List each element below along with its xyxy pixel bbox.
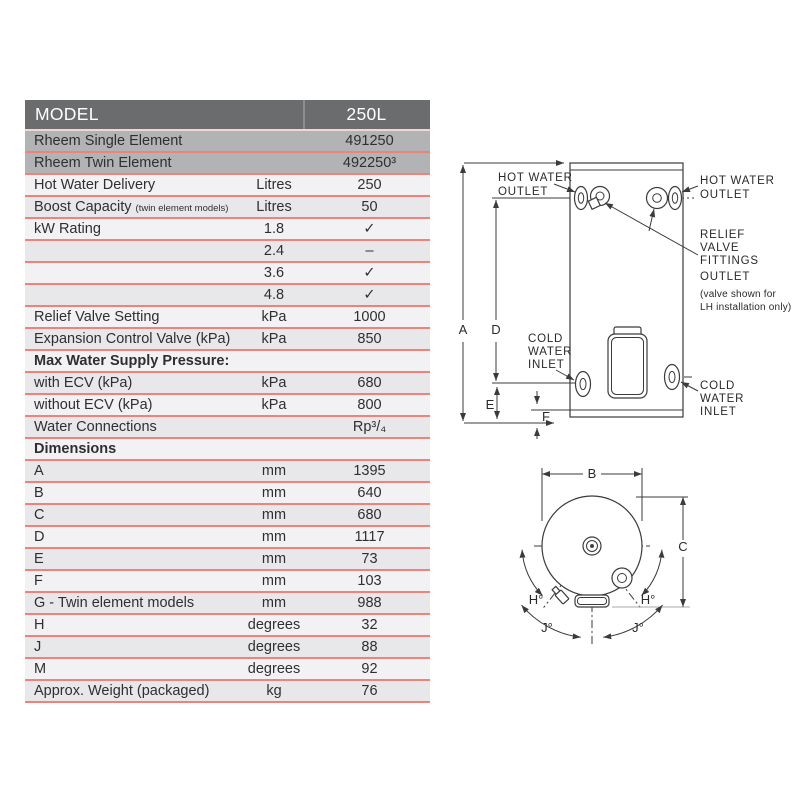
table-header bbox=[25, 100, 430, 131]
row-label-cell bbox=[25, 375, 239, 391]
table-row bbox=[25, 417, 430, 439]
table-row bbox=[25, 505, 430, 527]
row-label: without ECV (kPa) bbox=[34, 397, 153, 413]
row-label: G - Twin element models bbox=[34, 595, 195, 611]
row-label: Dimensions bbox=[34, 441, 117, 457]
label-hot-water-outlet-right bbox=[682, 175, 775, 201]
row-label-cell bbox=[25, 683, 239, 699]
row-label: Relief Valve Setting bbox=[34, 309, 160, 325]
svg-text:RELIEF: RELIEF bbox=[700, 229, 746, 241]
row-value: 492250³ bbox=[342, 155, 397, 171]
row-label: Approx. Weight (packaged) bbox=[34, 683, 210, 699]
row-label-cell bbox=[25, 595, 239, 611]
row-label-cell bbox=[25, 617, 239, 633]
row-value: 50 bbox=[361, 199, 378, 215]
hot-water-outlet-fitting-left bbox=[575, 187, 588, 210]
row-unit: Litres bbox=[256, 199, 292, 215]
dim-label-d: D bbox=[491, 322, 501, 337]
row-value: 988 bbox=[357, 595, 382, 611]
row-label-cell bbox=[25, 353, 239, 369]
relief-outlet-fitting bbox=[647, 188, 668, 209]
row-unit: 2.4 bbox=[263, 243, 285, 259]
svg-text:COLD: COLD bbox=[700, 380, 736, 392]
table-row bbox=[25, 219, 430, 241]
row-label: F bbox=[34, 573, 43, 589]
row-unit: mm bbox=[261, 485, 287, 501]
table-row bbox=[25, 483, 430, 505]
row-value: 640 bbox=[357, 485, 382, 501]
row-label-cell bbox=[25, 507, 239, 523]
technical-diagram bbox=[440, 140, 800, 680]
header-divider bbox=[303, 100, 305, 129]
row-value: 850 bbox=[357, 331, 382, 347]
label-valve-note bbox=[700, 289, 791, 313]
svg-text:INLET: INLET bbox=[700, 406, 737, 418]
cold-water-inlet-fitting-right bbox=[665, 365, 680, 390]
row-label: with ECV (kPa) bbox=[34, 375, 133, 391]
row-value: 73 bbox=[361, 551, 378, 567]
row-value: 491250 bbox=[345, 133, 394, 149]
table-row bbox=[25, 307, 430, 329]
row-label-cell bbox=[25, 463, 239, 479]
row-label-cell bbox=[25, 221, 239, 237]
row-label-cell bbox=[25, 155, 239, 171]
spec-table bbox=[25, 100, 430, 703]
table-row bbox=[25, 549, 430, 571]
row-value: 103 bbox=[357, 573, 382, 589]
row-label: Hot Water Delivery bbox=[34, 177, 156, 193]
row-label-cell bbox=[25, 177, 239, 193]
row-label-cell bbox=[25, 529, 239, 545]
svg-text:VALVE: VALVE bbox=[700, 242, 740, 254]
svg-text:OUTLET: OUTLET bbox=[700, 189, 751, 201]
row-value: ✓ bbox=[363, 287, 376, 303]
row-unit: degrees bbox=[247, 661, 301, 677]
row-label-cell bbox=[25, 639, 239, 655]
row-label: B bbox=[34, 485, 44, 501]
row-label: Rheem Twin Element bbox=[34, 155, 172, 171]
row-unit: kPa bbox=[261, 397, 287, 413]
svg-text:(valve shown for: (valve shown for bbox=[700, 289, 777, 300]
plan-center-fitting bbox=[583, 537, 601, 555]
label-cold-water-inlet-left bbox=[528, 333, 574, 380]
svg-text:OUTLET: OUTLET bbox=[700, 271, 751, 283]
row-label: Boost Capacity bbox=[34, 199, 132, 215]
cold-water-inlet-fitting-left bbox=[576, 372, 591, 397]
svg-text:INLET: INLET bbox=[528, 359, 565, 371]
row-label-cell bbox=[25, 485, 239, 501]
angle-label-h-right: H° bbox=[640, 592, 656, 607]
table-row bbox=[25, 637, 430, 659]
row-value: 92 bbox=[361, 661, 378, 677]
table-row bbox=[25, 681, 430, 703]
table-row bbox=[25, 439, 430, 461]
row-label: Max Water Supply Pressure: bbox=[34, 353, 230, 369]
plan-side-fitting bbox=[612, 568, 632, 588]
table-row bbox=[25, 175, 430, 197]
row-label: kW Rating bbox=[34, 221, 101, 237]
table-row bbox=[25, 263, 430, 285]
label-hot-water-outlet-left bbox=[498, 172, 575, 198]
table-row bbox=[25, 373, 430, 395]
svg-text:OUTLET: OUTLET bbox=[498, 186, 549, 198]
row-unit: kPa bbox=[261, 309, 287, 325]
row-unit: 4.8 bbox=[263, 287, 285, 303]
row-label: E bbox=[34, 551, 44, 567]
row-unit: degrees bbox=[247, 617, 301, 633]
row-label: H bbox=[34, 617, 45, 633]
dim-label-f: F bbox=[542, 409, 550, 424]
row-unit: mm bbox=[261, 551, 287, 567]
row-label: C bbox=[34, 507, 45, 523]
table-row bbox=[25, 131, 430, 153]
table-row bbox=[25, 593, 430, 615]
row-value: ✓ bbox=[363, 221, 376, 237]
access-panel bbox=[608, 327, 647, 398]
row-label-cell bbox=[25, 661, 239, 677]
spec-table-body bbox=[25, 131, 430, 703]
row-value: – bbox=[365, 243, 374, 259]
row-value: 800 bbox=[357, 397, 382, 413]
row-label: Expansion Control Valve (kPa) bbox=[34, 331, 231, 347]
row-unit: 3.6 bbox=[263, 265, 285, 281]
row-label-cell bbox=[25, 419, 239, 435]
dim-label-a: A bbox=[458, 322, 468, 337]
row-value: 1395 bbox=[353, 463, 386, 479]
row-value: 88 bbox=[361, 639, 378, 655]
row-label-cell bbox=[25, 441, 239, 457]
svg-text:WATER: WATER bbox=[700, 393, 745, 405]
table-row bbox=[25, 461, 430, 483]
row-value: 1000 bbox=[353, 309, 386, 325]
angle-label-j-left: J° bbox=[541, 620, 553, 635]
row-unit: 1.8 bbox=[263, 221, 285, 237]
svg-text:HOT WATER: HOT WATER bbox=[700, 175, 775, 187]
table-row bbox=[25, 527, 430, 549]
row-unit: Litres bbox=[256, 177, 292, 193]
row-label-cell bbox=[25, 397, 239, 413]
row-label: Rheem Single Element bbox=[34, 133, 183, 149]
svg-text:COLD: COLD bbox=[528, 333, 564, 345]
table-row bbox=[25, 659, 430, 681]
table-row bbox=[25, 395, 430, 417]
row-unit: kPa bbox=[261, 375, 287, 391]
front-view bbox=[459, 163, 792, 439]
table-row bbox=[25, 241, 430, 263]
row-label-cell bbox=[25, 199, 239, 215]
plan-front-tab bbox=[575, 595, 609, 607]
table-row bbox=[25, 329, 430, 351]
row-unit: mm bbox=[261, 529, 287, 545]
row-unit: mm bbox=[261, 595, 287, 611]
row-value: 32 bbox=[361, 617, 378, 633]
dim-label-b: B bbox=[587, 466, 597, 481]
label-cold-water-inlet-right bbox=[681, 380, 744, 418]
water-heater-diagram bbox=[440, 140, 800, 680]
table-row bbox=[25, 153, 430, 175]
row-label-cell bbox=[25, 309, 239, 325]
table-row bbox=[25, 285, 430, 307]
svg-text:LH installation only): LH installation only) bbox=[700, 302, 792, 313]
row-value: 680 bbox=[357, 375, 382, 391]
table-row bbox=[25, 571, 430, 593]
svg-text:FITTINGS: FITTINGS bbox=[700, 255, 759, 267]
row-unit: mm bbox=[261, 573, 287, 589]
row-unit: kg bbox=[266, 683, 282, 699]
row-label: J bbox=[34, 639, 42, 655]
row-value: 1117 bbox=[354, 529, 385, 545]
hot-water-outlet-fitting-right bbox=[669, 187, 682, 210]
row-note: (twin element models) bbox=[135, 203, 229, 214]
row-label: M bbox=[34, 661, 47, 677]
row-unit: kPa bbox=[261, 331, 287, 347]
row-value: 250 bbox=[357, 177, 382, 193]
row-unit: mm bbox=[261, 463, 287, 479]
header-size-label: 250L bbox=[346, 104, 387, 124]
table-row bbox=[25, 351, 430, 373]
header-model-label: MODEL bbox=[35, 104, 99, 124]
row-unit: degrees bbox=[247, 639, 301, 655]
svg-text:WATER: WATER bbox=[528, 346, 573, 358]
row-value: ✓ bbox=[363, 265, 376, 281]
dim-label-e: E bbox=[485, 397, 495, 412]
row-label-cell bbox=[25, 573, 239, 589]
angle-label-h-left: H° bbox=[528, 592, 544, 607]
table-row bbox=[25, 197, 430, 219]
table-row bbox=[25, 615, 430, 637]
row-label-cell bbox=[25, 331, 239, 347]
row-unit: mm bbox=[261, 507, 287, 523]
angle-label-j-right: J° bbox=[632, 620, 644, 635]
row-label-cell bbox=[25, 551, 239, 567]
row-label-cell bbox=[25, 133, 239, 149]
row-label: Water Connections bbox=[34, 419, 157, 435]
dim-label-c: C bbox=[678, 539, 688, 554]
plan-view bbox=[522, 466, 691, 644]
row-value: Rp³/₄ bbox=[352, 419, 387, 435]
row-value: 76 bbox=[361, 683, 378, 699]
row-label: D bbox=[34, 529, 45, 545]
svg-text:HOT WATER: HOT WATER bbox=[498, 172, 573, 184]
row-value: 680 bbox=[357, 507, 382, 523]
row-label: A bbox=[34, 463, 44, 479]
